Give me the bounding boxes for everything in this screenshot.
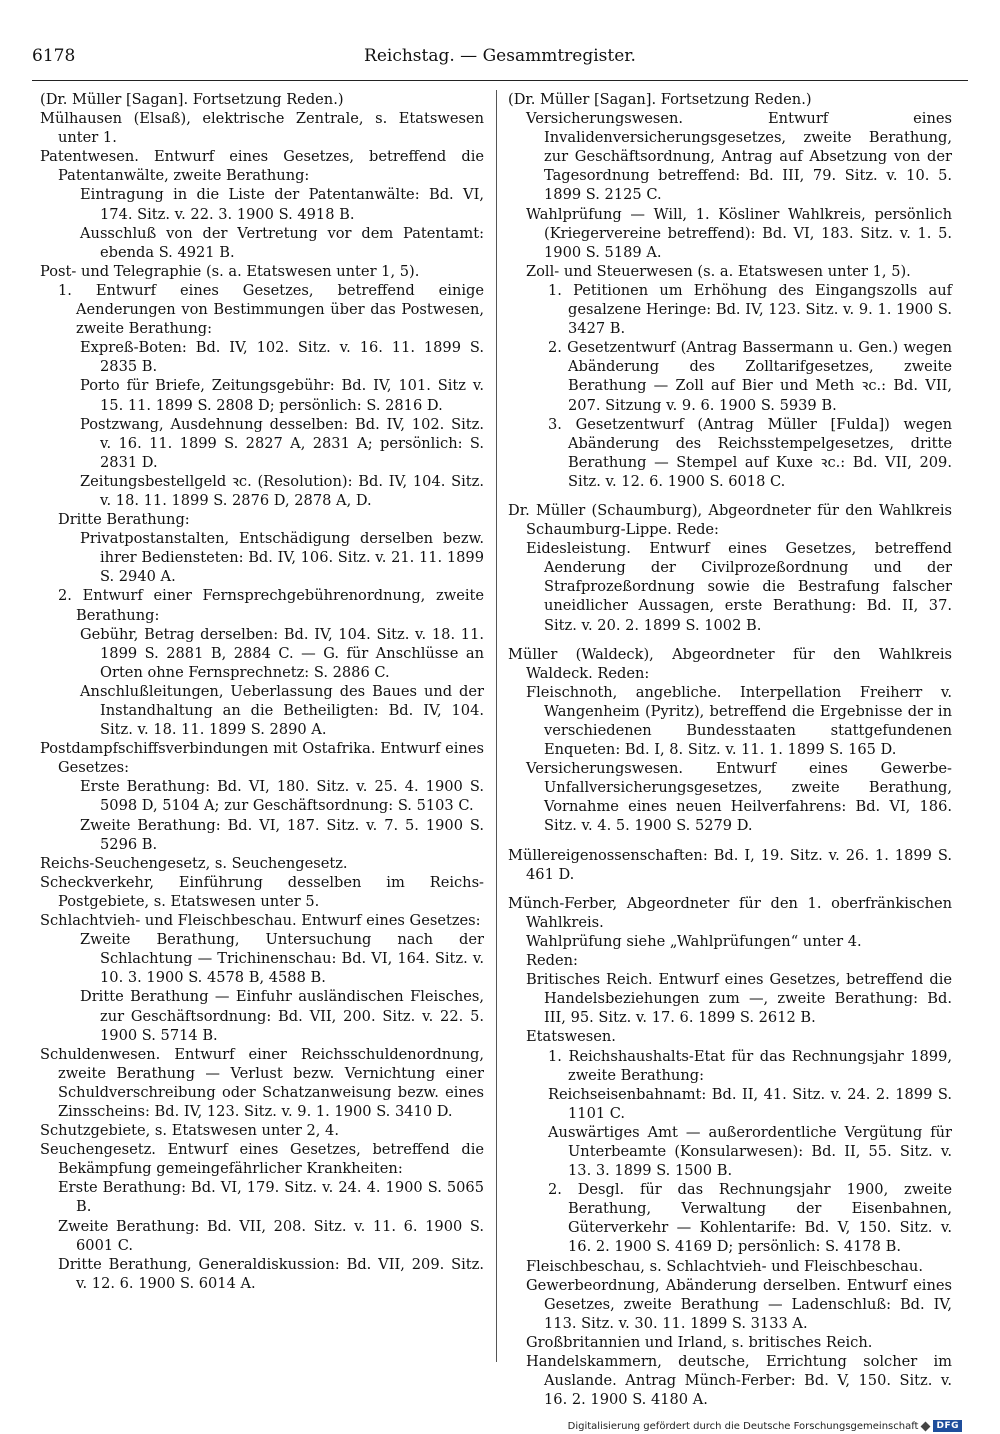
subentry: Zweite Berathung: Bd. VI, 187. Sitz. v. 7. 5. 1900 S. 5296 B. bbox=[80, 816, 484, 853]
entry-muelhausen: Mülhausen (Elsaß), elektrische Zentrale, s. Etatswesen unter 1. bbox=[40, 110, 484, 147]
credit-text: Digitalisierung gefördert durch die Deutsche Forschungsgemeinschaft bbox=[567, 1420, 919, 1432]
entry-postdampfschiff: Postdampfschiffsverbindungen mit Ostafrika. Entwurf eines Gesetzes: bbox=[40, 740, 484, 777]
entry-zoll-steuerwesen: Zoll- und Steuerwesen (s. a. Etatswesen unter 1, 5). bbox=[526, 262, 911, 280]
entry-britisches-reich: Britisches Reich. Entwurf eines Gesetzes, betreffend die Handelsbeziehungen zum —, zweite Berathung: Bd. III, 95. Sitz. v. 17. 6. 1899 S. 2612 B. bbox=[526, 971, 952, 1027]
digitization-credit bbox=[568, 1418, 962, 1434]
entry-patentwesen: Patentwesen. Entwurf eines Gesetzes, betreffend die Patentanwälte, zweite Berathung: bbox=[40, 148, 484, 185]
subentry: Auswärtiges Amt — außerordentliche Vergütung für Unterbeamte (Konsularwesen): Bd. II, 55. Sitz. v. 13. 3. 1899 S. 1500 B. bbox=[548, 1123, 952, 1180]
subentry: Eintragung in die Liste der Patentanwälte: Bd. VI, 174. Sitz. v. 22. 3. 1900 S. 4918 B. bbox=[80, 186, 484, 223]
entry-wahlpruefung: Wahlprüfung — Will, 1. Kösliner Wahlkreis, persönlich (Kriegervereine betreffend): Bd. VI, 183. Sitz. v. 1. 5. 1900 S. 5189 A. bbox=[526, 205, 952, 261]
numbered-item: 3. Gesetzentwurf (Antrag Müller [Fulda]) wegen Abänderung des Reichsstempelgesetzes, dritte Berathung — Stempel auf Kuxe ꝛc.: Bd. VII, 209. Sitz. v. 12. 6. 1900 S. 6018 C. bbox=[548, 415, 952, 490]
entry-versicherungswesen: Versicherungswesen. Entwurf eines Gewerbe-Unfallversicherungsgesetzes, zweite Berathung, Vornahme eines neuen Heilverfahrens: Bd. VI, 186. Sitz. v. 4. 5. 1900 S. 5279 D. bbox=[526, 760, 952, 835]
subentry: Dritte Berathung — Einfuhr ausländischen Fleisches, zur Geschäftsordnung: Bd. VII, 200. Sitz. v. 22. 5. 1900 S. 5714 B. bbox=[80, 988, 484, 1044]
entry-fleischnoth: Fleischnoth, angebliche. Interpellation Freiherr v. Wangenheim (Pyritz), betreffend die Ergebnisse der in verschiedenen Bundesstaaten stattgefundenen Enqueten: Bd. I, 8. Sitz. v. 11. 1. 1899 S. 165 D. bbox=[526, 683, 952, 759]
column-divider bbox=[496, 90, 497, 1362]
wahlpruefung-note: Wahlprüfung siehe „Wahlprüfungen“ unter 4. bbox=[526, 932, 862, 950]
numbered-item: 1. Reichshaushalts-Etat für das Rechnungsjahr 1899, zweite Berathung: bbox=[548, 1047, 952, 1084]
entry-seuchengesetz: Seuchengesetz. Entwurf eines Gesetzes, betreffend die Bekämpfung gemeingefährlicher Krankheiten: bbox=[40, 1141, 484, 1178]
entry-eidesleistung: Eidesleistung. Entwurf eines Gesetzes, betreffend Aenderung der Civilprozeßordnung und der Strafprozeßordnung sowie die Bestrafung falscher uneidlicher Aussagen, erste Berathung: Bd. II, 37. Sitz. v. 20. 2. 1899 S. 1002 B. bbox=[526, 540, 952, 634]
entry-reichs-seuchengesetz: Reichs-Seuchengesetz, s. Seuchengesetz. bbox=[40, 854, 348, 872]
entry-grossbritannien: Großbritannien und Irland, s. britisches Reich. bbox=[526, 1333, 873, 1351]
subentry: Ausschluß von der Vertretung vor dem Patentamt: ebenda S. 4921 B. bbox=[80, 224, 484, 261]
subentry: Zweite Berathung, Untersuchung nach der Schlachtung — Trichinenschau: Bd. VI, 164. Sitz. v. 10. 3. 1900 S. 4578 B, 4588 B. bbox=[80, 931, 484, 987]
entry-gewerbeordnung: Gewerbeordnung, Abänderung derselben. Entwurf eines Gesetzes, zweite Berathung — Ladenschluß: Bd. IV, 113. Sitz. v. 30. 11. 1899 S. 3133 A. bbox=[526, 1276, 952, 1332]
entry-schutzgebiete: Schutzgebiete, s. Etatswesen unter 2, 4. bbox=[40, 1122, 339, 1140]
subentry: Zweite Berathung: Bd. VII, 208. Sitz. v. 11. 6. 1900 S. 6001 C. bbox=[58, 1217, 484, 1254]
entry-versicherungswesen: Versicherungswesen. Entwurf eines Invalidenversicherungsgesetzes, zweite Berathung, zur Geschäftsordnung, Antrag auf Absetzung von der Tagesordnung betreffend: Bd. III, 79. Sitz. v. 10. 5. 1899 S. 2125 C. bbox=[526, 110, 952, 204]
numbered-item: 2. Entwurf einer Fernsprechgebührenordnung, zweite Berathung: bbox=[58, 587, 484, 624]
numbered-item: 1. Entwurf eines Gesetzes, betreffend einige Aenderungen von Bestimmungen über das Postwesen, zweite Berathung: bbox=[58, 281, 484, 338]
continuation-note: (Dr. Müller [Sagan]. Fortsetzung Reden.) bbox=[40, 91, 344, 108]
sub-heading: Dritte Berathung: bbox=[58, 511, 190, 529]
entry-fleischbeschau: Fleischbeschau, s. Schlachtvieh- und Fleischbeschau. bbox=[526, 1257, 923, 1275]
subentry: Gebühr, Betrag derselben: Bd. IV, 104. Sitz. v. 18. 11. 1899 S. 2881 B, 2884 C. — G. für Anschlüsse an Orten ohne Fernsprechnetz: S. 2886 C. bbox=[80, 625, 484, 681]
subentry: Postzwang, Ausdehnung desselben: Bd. IV, 102. Sitz. v. 16. 11. 1899 S. 2827 A, 2831 A; persönlich: S. 2831 D. bbox=[80, 415, 484, 471]
entry-handelskammern: Handelskammern, deutsche, Errichtung solcher im Auslande. Antrag Münch-Ferber: Bd. V, 150. Sitz. v. 16. 2. 1900 S. 4180 A. bbox=[526, 1353, 952, 1409]
header-rule bbox=[32, 80, 968, 81]
subentry: Expreß-Boten: Bd. IV, 102. Sitz. v. 16. 11. 1899 S. 2835 B. bbox=[80, 339, 484, 376]
page-header bbox=[32, 46, 968, 74]
diamond-icon bbox=[921, 1421, 931, 1431]
deputy-muench-ferber: Münch-Ferber, Abgeordneter für den 1. oberfränkischen Wahlkreis. bbox=[508, 894, 952, 931]
right-column bbox=[508, 90, 952, 1409]
dfg-logo: DFG bbox=[933, 1420, 962, 1432]
entry-etatswesen: Etatswesen. bbox=[526, 1028, 616, 1046]
entry-schlachtvieh: Schlachtvieh- und Fleischbeschau. Entwurf eines Gesetzes: bbox=[40, 912, 481, 930]
entry-post-telegraphie: Post- und Telegraphie (s. a. Etatswesen unter 1, 5). bbox=[40, 262, 420, 280]
subentry: Reichseisenbahnamt: Bd. II, 41. Sitz. v. 24. 2. 1899 S. 1101 C. bbox=[548, 1085, 952, 1122]
entry-schuldenwesen: Schuldenwesen. Entwurf einer Reichsschuldenordnung, zweite Berathung — Verlust bezw. Vernichtung einer Schuldverschreibung oder Schatzanweisung bezw. eines Zinsscheins: Bd. IV, 123. Sitz. v. 9. 1. 1900 S. 3410 D. bbox=[40, 1045, 484, 1120]
numbered-item: 1. Petitionen um Erhöhung des Eingangszolls auf gesalzene Heringe: Bd. IV, 123. Sitz. v. 9. 1. 1900 S. 3427 B. bbox=[548, 281, 952, 338]
subentry: Dritte Berathung, Generaldiskussion: Bd. VII, 209. Sitz. v. 12. 6. 1900 S. 6014 A. bbox=[58, 1255, 484, 1292]
entry-muellereigenossenschaften: Müllereigenossenschaften: Bd. I, 19. Sitz. v. 26. 1. 1899 S. 461 D. bbox=[508, 846, 952, 883]
deputy-mueller-schaumburg: Dr. Müller (Schaumburg), Abgeordneter für den Wahlkreis Schaumburg-Lippe. Rede: bbox=[508, 501, 952, 539]
subentry: Zeitungsbestellgeld ꝛc. (Resolution): Bd. IV, 104. Sitz. v. 18. 11. 1899 S. 2876 D, 2878 A, D. bbox=[80, 472, 484, 509]
running-title: Reichstag. — Gesammtregister. bbox=[364, 46, 636, 66]
numbered-item: 2. Gesetzentwurf (Antrag Bassermann u. Gen.) wegen Abänderung des Zolltarifgesetzes, zweite Berathung — Zoll auf Bier und Meth ꝛc.: Bd. VII, 207. Sitzung v. 9. 6. 1900 S. 5939 B. bbox=[548, 339, 952, 414]
continuation-note: (Dr. Müller [Sagan]. Fortsetzung Reden.) bbox=[508, 91, 812, 108]
subentry: Porto für Briefe, Zeitungsgebühr: Bd. IV, 101. Sitz v. 15. 11. 1899 S. 2808 D; persönlich: S. 2816 D. bbox=[80, 377, 484, 414]
page-number: 6178 bbox=[32, 46, 76, 66]
subentry: Privatpostanstalten, Entschädigung derselben bezw. ihrer Bediensteten: Bd. IV, 106. Sitz. v. 21. 11. 1899 S. 2940 A. bbox=[80, 530, 484, 586]
entry-scheckverkehr: Scheckverkehr, Einführung desselben im Reichs-Postgebiete, s. Etatswesen unter 5. bbox=[40, 873, 484, 910]
numbered-item: 2. Desgl. für das Rechnungsjahr 1900, zweite Berathung, Verwaltung der Eisenbahnen, Güterverkehr — Kohlentarife: Bd. V, 150. Sitz. v. 16. 2. 1900 S. 4169 D; persönlich: S. 4178 B. bbox=[548, 1181, 952, 1256]
reden-label: Reden: bbox=[526, 952, 578, 970]
subentry: Erste Berathung: Bd. VI, 180. Sitz. v. 25. 4. 1900 S. 5098 D, 5104 A; zur Geschäftsordnung: S. 5103 C. bbox=[80, 778, 484, 815]
deputy-mueller-waldeck: Müller (Waldeck), Abgeordneter für den Wahlkreis Waldeck. Reden: bbox=[508, 645, 952, 682]
subentry: Anschlußleitungen, Ueberlassung des Baues und der Instandhaltung an die Betheiligten: Bd. IV, 104. Sitz. v. 18. 11. 1899 S. 2890 A. bbox=[80, 682, 484, 739]
subentry: Erste Berathung: Bd. VI, 179. Sitz. v. 24. 4. 1900 S. 5065 B. bbox=[58, 1179, 484, 1216]
left-column bbox=[40, 90, 484, 1293]
